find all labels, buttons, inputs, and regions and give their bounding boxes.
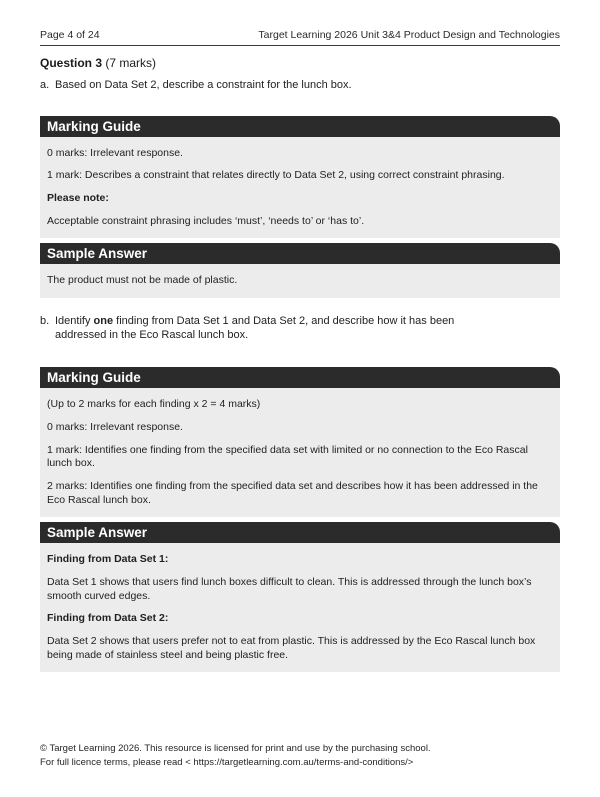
marking-guide-title-bar: Marking Guide <box>40 367 560 388</box>
question-number: Question 3 <box>40 56 103 70</box>
question-item-b <box>40 315 460 343</box>
marking-guide-title-bar: Marking Guide <box>40 116 560 137</box>
marking-guide-section-b <box>40 367 560 517</box>
sample-answer-title-bar: Sample Answer <box>40 243 560 264</box>
marking-guide-body <box>40 388 560 517</box>
finding-heading-1: Finding from Data Set 1: <box>47 553 169 566</box>
sample-answer-line: The product must not be made of plastic. <box>47 274 238 287</box>
sample-answer-section-b <box>40 522 560 672</box>
sample-answer-body <box>40 264 560 298</box>
marking-guide-line: 1 mark: Describes a constraint that relates directly to Data Set 2, using correct constraint phrasing. <box>47 169 505 182</box>
finding-text-2: Data Set 2 shows that users prefer not to eat from plastic. This is addressed by the Eco Rascal lunch box being made of stainless steel and being plastic free. <box>47 634 536 661</box>
marking-guide-line: 1 mark: Identifies one finding from the specified data set with limited or no connection to the Eco Rascal lunch box. <box>47 443 528 470</box>
sample-answer-body <box>40 543 560 672</box>
document-title: Target Learning 2026 Unit 3&4 Product Design and Technologies <box>258 29 560 41</box>
item-b-label: b. <box>40 314 50 327</box>
item-a-text: Based on Data Set 2, describe a constraint for the lunch box. <box>55 79 352 91</box>
marking-guide-line: Acceptable constraint phrasing includes ‘must’, ‘needs to’ or ‘has to’. <box>47 214 365 227</box>
sample-answer-section-a <box>40 243 560 298</box>
page-footer <box>40 742 431 770</box>
footer-licence-line: For full licence terms, please read < https://targetlearning.com.au/terms-and-conditions/> <box>40 756 414 768</box>
marking-guide-body <box>40 137 560 239</box>
marking-guide-line: (Up to 2 marks for each finding x 2 = 4 marks) <box>47 398 261 411</box>
item-b-bold-word: one <box>93 314 114 327</box>
marking-guide-line: 2 marks: Identifies one finding from the specified data set and describes how it has been addressed in the Eco Rascal lunch box. <box>47 480 538 506</box>
page-number: Page 4 of 24 <box>40 29 100 41</box>
marking-guide-line: 0 marks: Irrelevant response. <box>47 146 183 159</box>
finding-text-1: Data Set 1 shows that users find lunch boxes difficult to clean. This is addressed through the lunch box’s smooth curved edges. <box>47 575 532 602</box>
question-marks: (7 marks) <box>102 56 157 70</box>
item-b-text: Identify one finding from Data Set 1 and Data Set 2, and describe how it has been addressed in the Eco Rascal lunch box. <box>55 314 455 341</box>
marking-guide-line: 0 marks: Irrelevant response. <box>47 421 183 434</box>
page-header <box>40 0 560 46</box>
marking-guide-note-heading: Please note: <box>47 192 109 205</box>
item-a-label: a. <box>40 79 50 91</box>
footer-copyright-line: © Target Learning 2026. This resource is licensed for print and use by the purchasing school. <box>40 743 431 754</box>
sample-answer-title-bar: Sample Answer <box>40 522 560 543</box>
question-heading <box>40 56 560 70</box>
finding-heading-2: Finding from Data Set 2: <box>47 612 169 625</box>
marking-guide-section-a <box>40 116 560 239</box>
question-item-a <box>40 79 560 93</box>
